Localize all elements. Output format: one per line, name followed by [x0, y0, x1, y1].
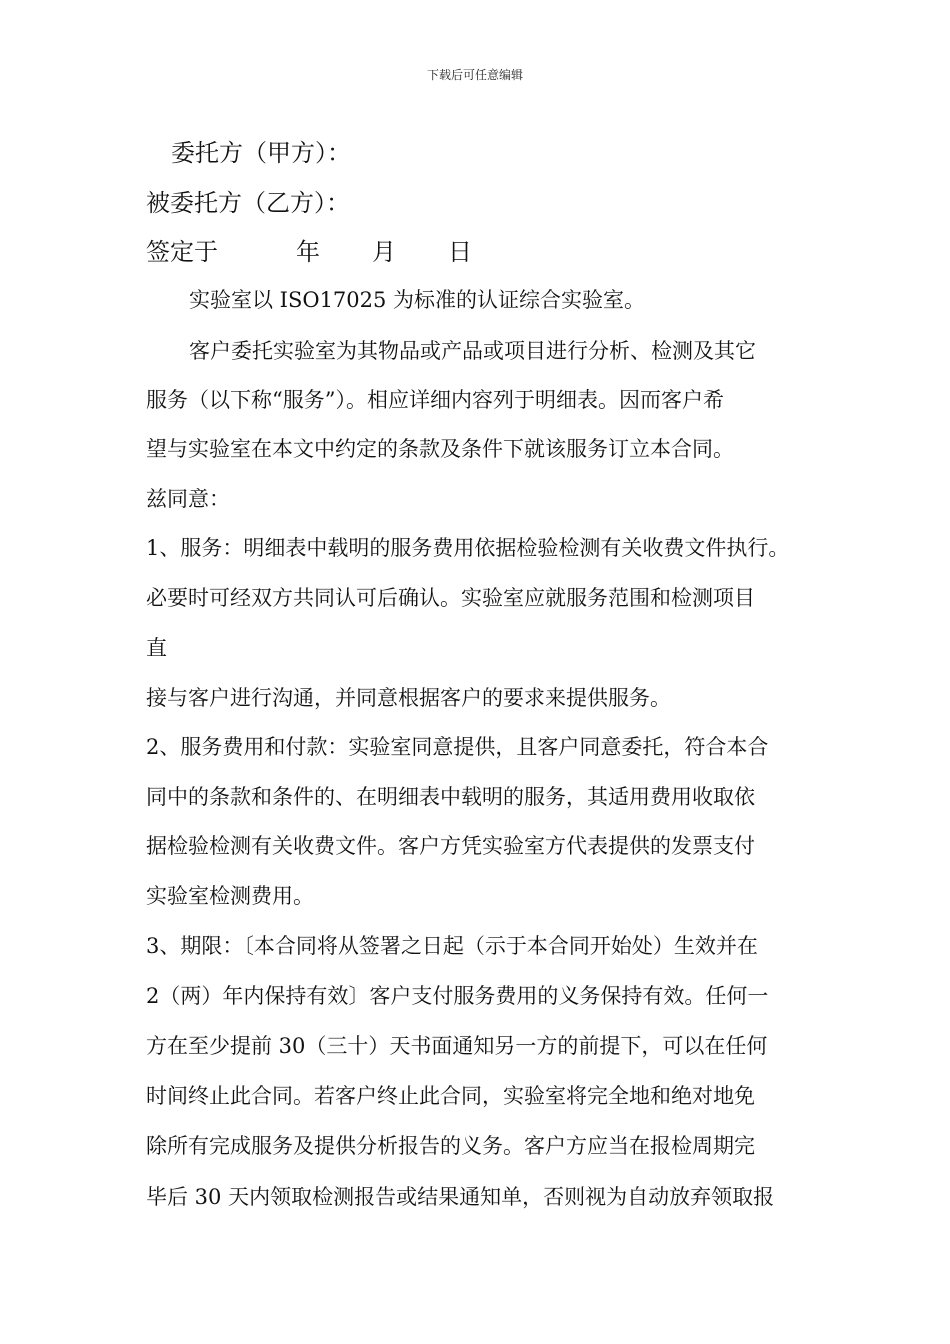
body-line: 客户委托实验室为其物品或产品或项目进行分析、检测及其它	[189, 339, 756, 363]
body-line: 2（两）年内保持有效〕客户支付服务费用的义务保持有效。任何一	[146, 984, 769, 1008]
signing-date-year: 年	[296, 238, 320, 266]
body-line: 毕后 30 天内领取检测报告或结果通知单，否则视为自动放弃领取报	[146, 1185, 775, 1209]
body-line: 1、服务：明细表中载明的服务费用依据检验检测有关收费文件执行。	[146, 536, 790, 560]
signing-date-line	[146, 235, 472, 269]
body-line: 时间终止此合同。若客户终止此合同，实验室将完全地和绝对地免	[146, 1084, 755, 1108]
body-line: 方在至少提前 30（三十）天书面通知另一方的前提下，可以在任何	[146, 1034, 768, 1058]
party-b-label: 被委托方（乙方）：	[146, 189, 350, 217]
body-line: 实验室检测费用。	[146, 884, 314, 908]
body-line: 服务（以下称“服务”）。相应详细内容列于明细表。因而客户希	[146, 388, 724, 412]
body-line: 实验室以 ISO17025 为标准的认证综合实验室。	[189, 288, 646, 312]
body-line: 兹同意：	[146, 487, 230, 511]
party-a-label: 委托方（甲方）：	[171, 139, 351, 167]
body-line: 直	[146, 636, 167, 660]
body-line: 必要时可经双方共同认可后确认。实验室应就服务范围和检测项目	[146, 586, 755, 610]
signing-date-prefix: 签定于	[146, 238, 218, 266]
body-line: 除所有完成服务及提供分析报告的义务。客户方应当在报检周期完	[146, 1134, 755, 1158]
body-line: 接与客户进行沟通，并同意根据客户的要求来提供服务。	[146, 686, 671, 710]
signing-date-day: 日	[448, 238, 472, 266]
body-line: 2、服务费用和付款：实验室同意提供，且客户同意委托，符合本合	[146, 735, 769, 759]
body-line: 3、期限：〔本合同将从签署之日起（示于本合同开始处）生效并在	[146, 934, 758, 958]
signing-date-month: 月	[372, 238, 396, 266]
page-header-note: 下载后可任意编辑	[426, 68, 523, 82]
body-line: 望与实验室在本文中约定的条款及条件下就该服务订立本合同。	[146, 437, 734, 461]
body-line: 同中的条款和条件的、在明细表中载明的服务，其适用费用收取依	[146, 785, 755, 809]
body-line: 据检验检测有关收费文件。客户方凭实验室方代表提供的发票支付	[146, 834, 755, 858]
